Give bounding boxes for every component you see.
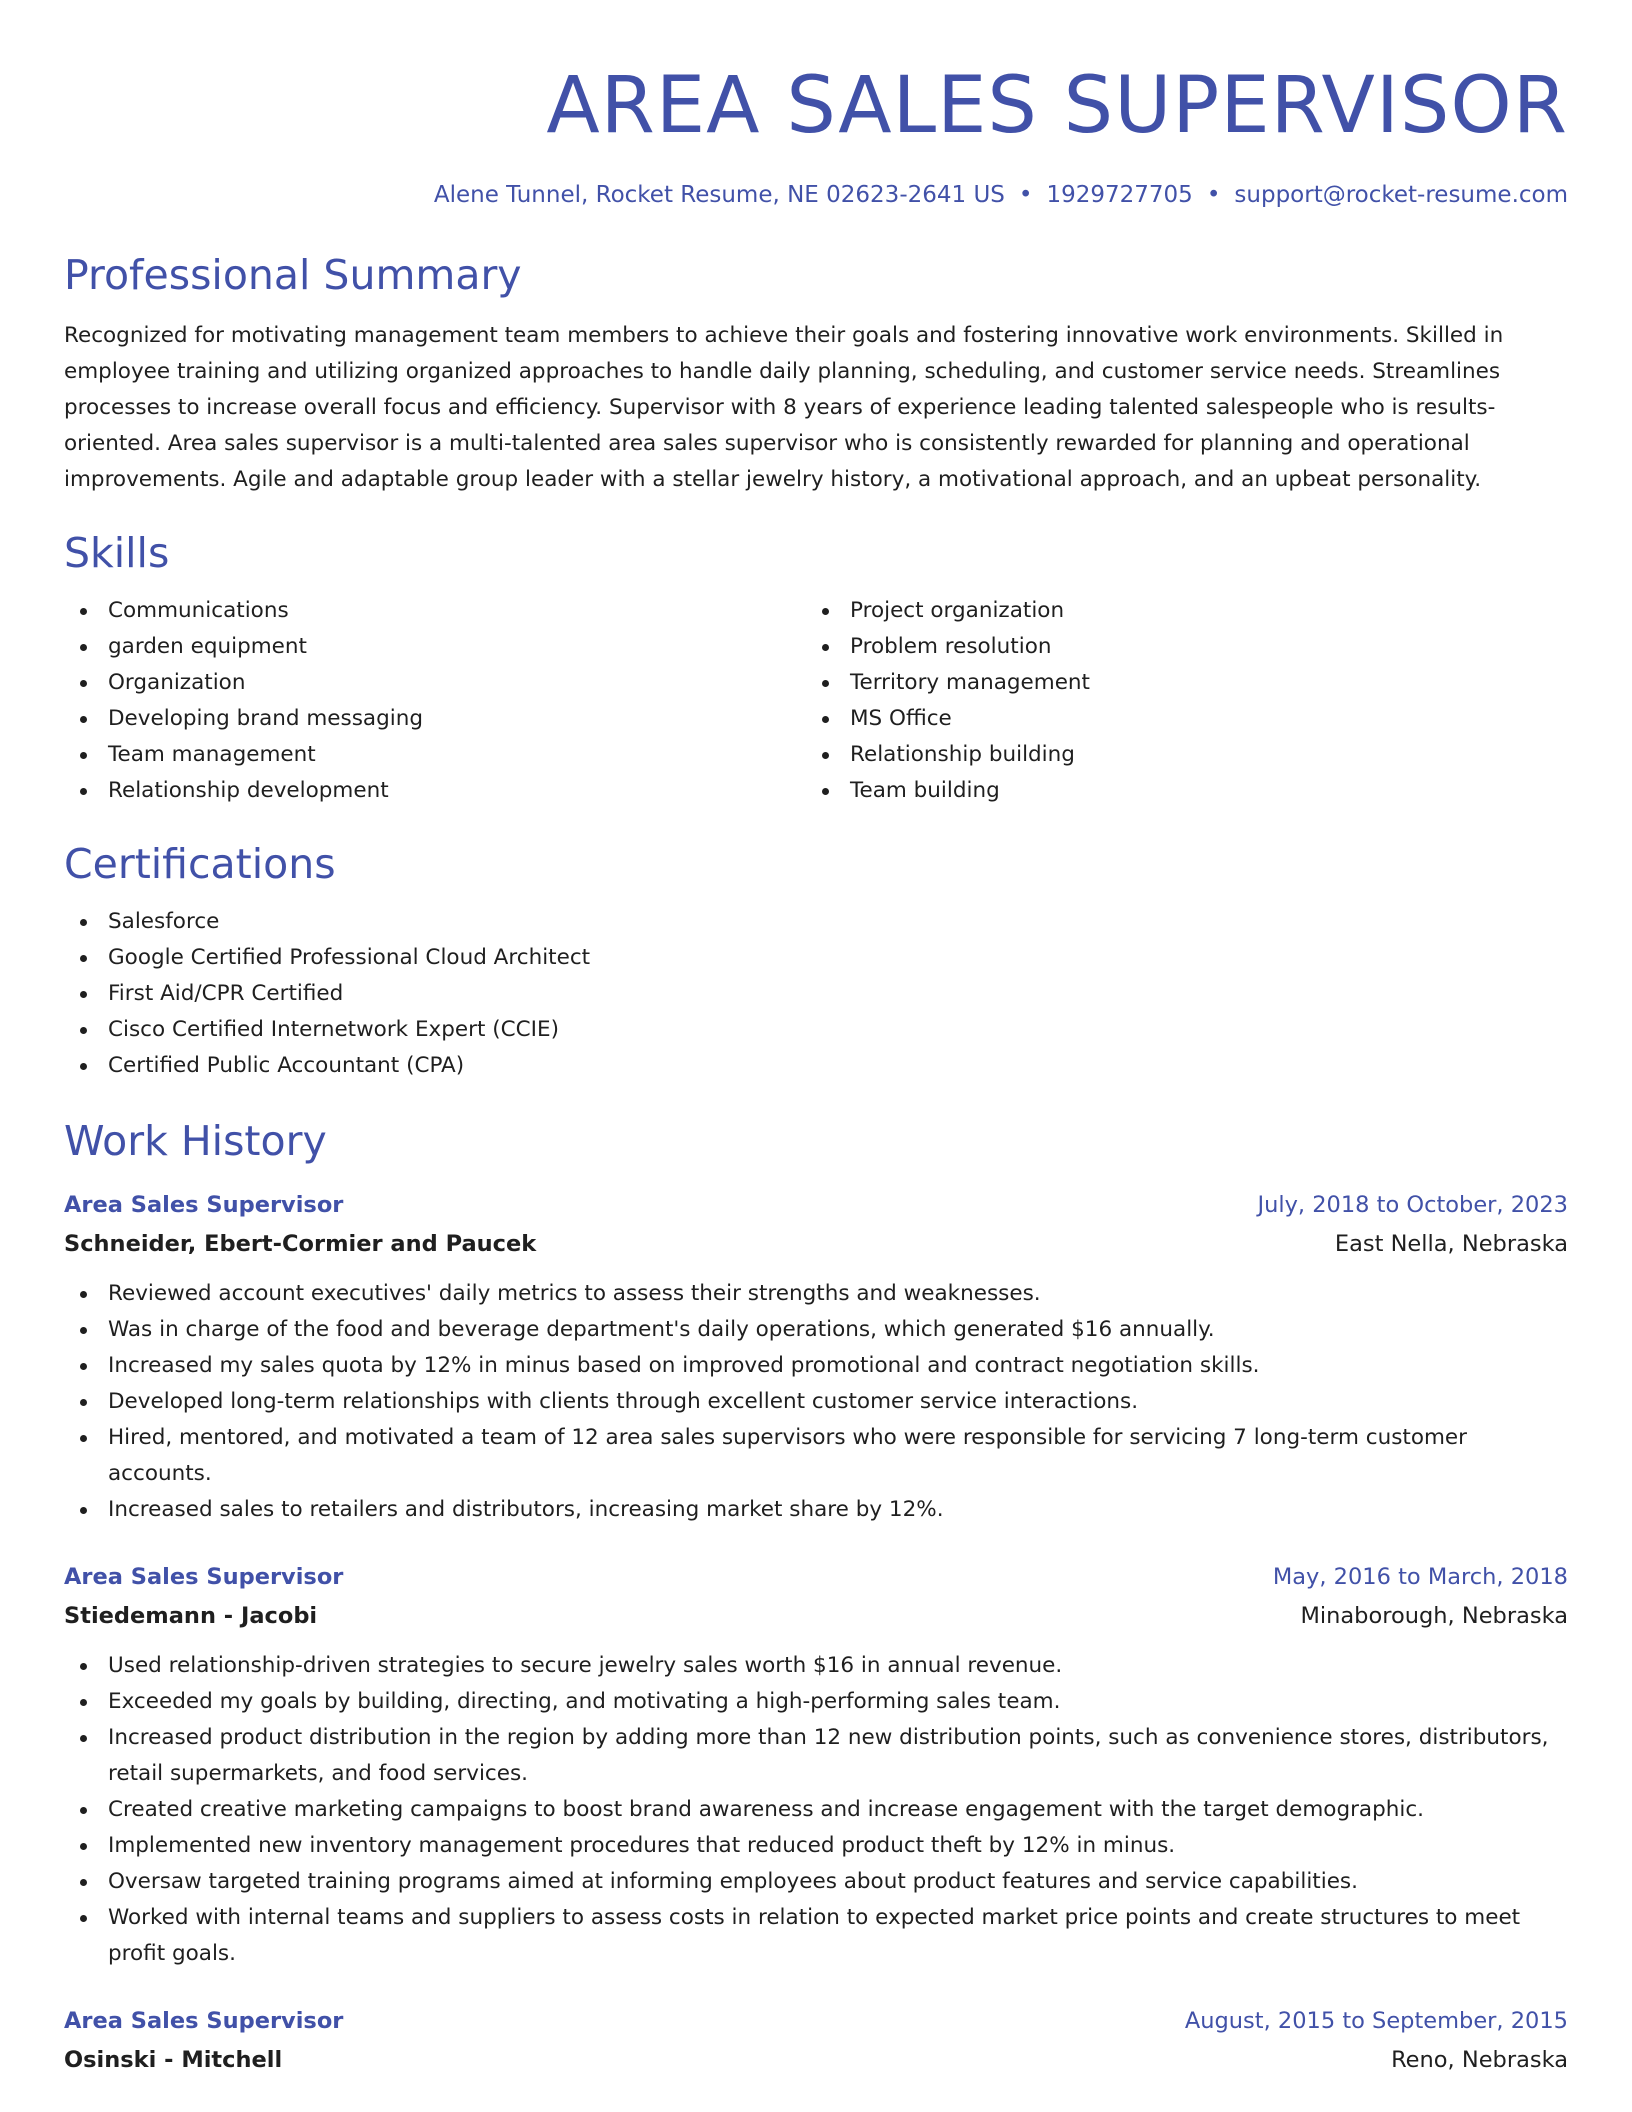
job-bullet: Increased sales to retailers and distributors, increasing market share by 12%. (64, 1492, 1568, 1528)
separator-dot: • (1018, 182, 1033, 208)
job-entry (64, 1186, 1568, 1528)
skill-item: garden equipment (64, 629, 806, 665)
job-title: Area Sales Supervisor (64, 2008, 344, 2034)
job-location: Minaborough, Nebraska (1300, 1603, 1568, 1629)
certifications-list (64, 904, 1568, 1084)
resume-title: AREA SALES SUPERVISOR (546, 61, 1568, 151)
separator-dot: • (1206, 182, 1221, 208)
certification-item: Cisco Certified Internetwork Expert (CCIE) (64, 1012, 1568, 1048)
job-bullet: Reviewed account executives' daily metrics to assess their strengths and weaknesses. (64, 1276, 1568, 1312)
skill-item: Relationship development (64, 773, 806, 809)
job-dates: May, 2016 to March, 2018 (1272, 1564, 1568, 1590)
job-bullet: Implemented new inventory management procedures that reduced product theft by 12% in minus. (64, 1828, 1568, 1864)
job-bullet: Increased product distribution in the region by adding more than 12 new distribution points, such as convenience stores, distributors, retail supermarkets, and food services. (64, 1720, 1568, 1792)
skill-item: Organization (64, 665, 806, 701)
job-location: East Nella, Nebraska (1334, 1231, 1568, 1257)
job-bullets (64, 1648, 1568, 1972)
skills-left-list (64, 593, 806, 809)
job-header-row (64, 1186, 1568, 1224)
contact-line (64, 180, 1568, 210)
job-bullet: Was in charge of the food and beverage department's daily operations, which generated $16 annually. (64, 1312, 1568, 1348)
certification-item: Google Certified Professional Cloud Architect (64, 940, 1568, 976)
resume-page (64, 0, 1568, 2080)
skills-columns (64, 593, 1568, 809)
job-dates: July, 2018 to October, 2023 (1257, 1192, 1568, 1218)
skill-item: Communications (64, 593, 806, 629)
skill-item: Territory management (806, 665, 1548, 701)
job-company-row (64, 2040, 1568, 2080)
job-title: Area Sales Supervisor (64, 1564, 344, 1590)
skill-item: Project organization (806, 593, 1548, 629)
skills-right-list (806, 593, 1548, 809)
job-title: Area Sales Supervisor (64, 1192, 344, 1218)
job-bullet: Used relationship-driven strategies to secure jewelry sales worth $16 in annual revenue. (64, 1648, 1568, 1684)
job-entry (64, 1558, 1568, 1972)
job-bullet: Exceeded my goals by building, directing, and motivating a high-performing sales team. (64, 1684, 1568, 1720)
job-header-row (64, 1558, 1568, 1596)
job-company-row (64, 1596, 1568, 1636)
job-company: Stiedemann - Jacobi (64, 1603, 318, 1629)
job-dates: August, 2015 to September, 2015 (1184, 2008, 1568, 2034)
job-bullet: Hired, mentored, and motivated a team of 12 area sales supervisors who were responsible for servicing 7 long-term customer accounts. (64, 1420, 1568, 1492)
job-bullet: Created creative marketing campaigns to boost brand awareness and increase engagement with the target demographic. (64, 1792, 1568, 1828)
job-location: Reno, Nebraska (1391, 2047, 1568, 2073)
work-history-heading: Work History (64, 1117, 327, 1165)
skill-item: MS Office (806, 701, 1548, 737)
skill-item: Relationship building (806, 737, 1548, 773)
job-entry (64, 2002, 1568, 2080)
summary-text: Recognized for motivating management team members to achieve their goals and fostering innovative work environments. Skilled in employee training and utilizing organized approaches to handle daily planning, scheduling, and customer service needs. Streamlines processes to increase overall focus and efficiency. Supervisor with 8 years of experience leading talented salespeople who is results-oriented. Area sales supervisor is a multi-talented area sales supervisor who is consistently rewarded for planning and operational improvements. Agile and adaptable group leader with a stellar jewelry history, a motivational approach, and an upbeat personality. (64, 323, 1504, 492)
certification-item: Salesforce (64, 904, 1568, 940)
skill-item: Problem resolution (806, 629, 1548, 665)
job-company: Osinski - Mitchell (64, 2047, 283, 2073)
job-header-row (64, 2002, 1568, 2040)
job-bullet: Increased my sales quota by 12% in minus based on improved promotional and contract negotiation skills. (64, 1348, 1568, 1384)
summary-heading: Professional Summary (64, 251, 522, 299)
certification-item: Certified Public Accountant (CPA) (64, 1048, 1568, 1084)
skills-heading: Skills (64, 529, 170, 577)
job-bullets (64, 1276, 1568, 1528)
contact-address: Alene Tunnel, Rocket Resume, NE 02623-2641 US (433, 182, 1005, 208)
certification-item: First Aid/CPR Certified (64, 976, 1568, 1012)
certifications-heading: Certifications (64, 840, 336, 888)
job-bullet: Worked with internal teams and suppliers to assess costs in relation to expected market price points and create structures to meet profit goals. (64, 1900, 1568, 1972)
contact-phone: 1929727705 (1046, 182, 1193, 208)
job-company-row (64, 1224, 1568, 1264)
contact-email[interactable]: support@rocket-resume.com (1234, 182, 1568, 208)
skill-item: Team building (806, 773, 1548, 809)
job-company: Schneider, Ebert-Cormier and Paucek (64, 1231, 537, 1257)
skill-item: Developing brand messaging (64, 701, 806, 737)
job-bullet: Oversaw targeted training programs aimed at informing employees about product features and service capabilities. (64, 1864, 1568, 1900)
job-bullet: Developed long-term relationships with clients through excellent customer service interactions. (64, 1384, 1568, 1420)
skill-item: Team management (64, 737, 806, 773)
